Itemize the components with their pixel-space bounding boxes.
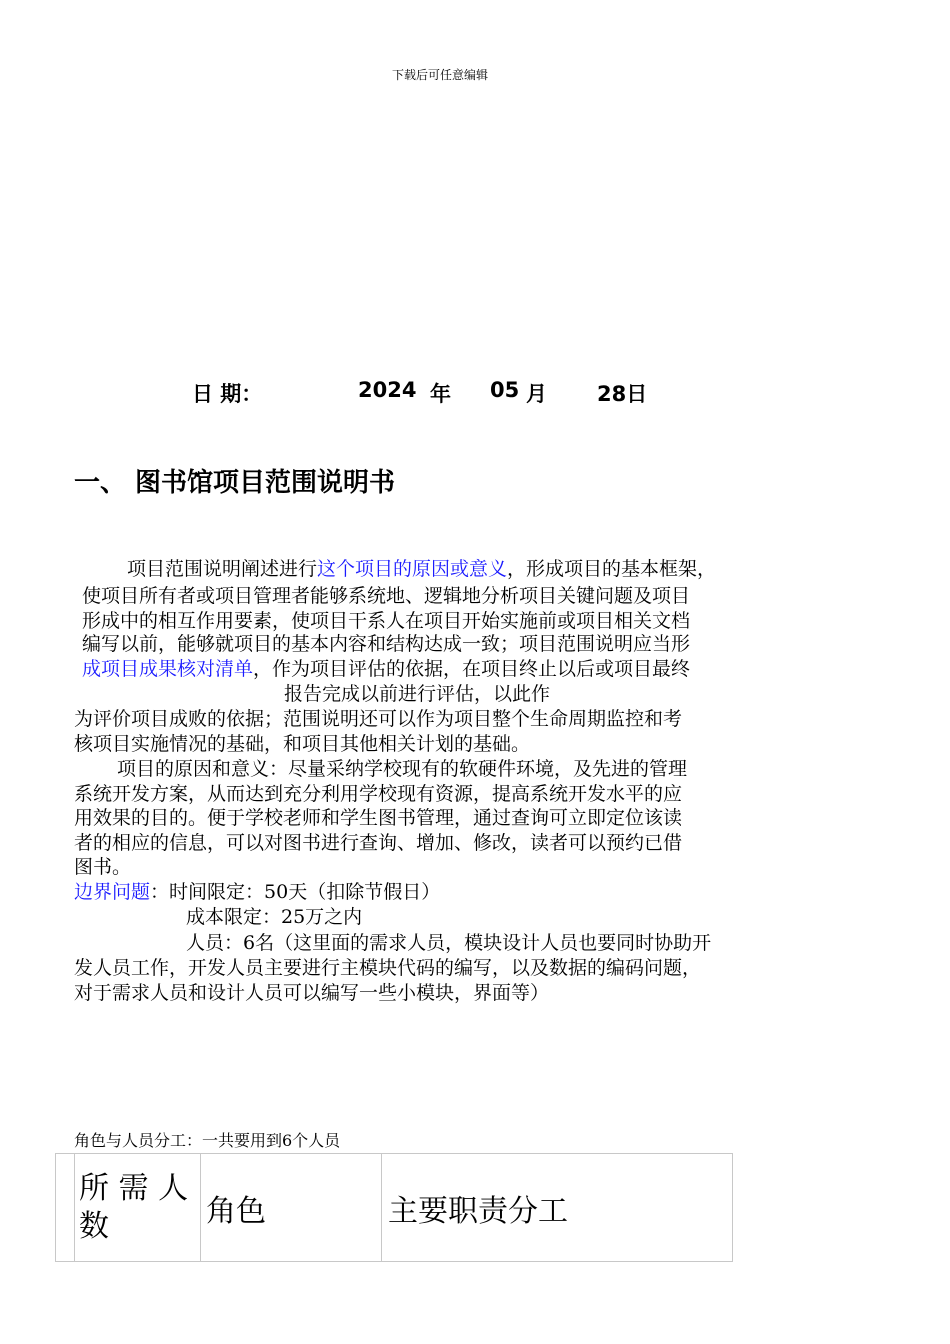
body-line: 使项目所有者或项目管理者能够系统地、逻辑地分析项目关键问题及项目 — [82, 585, 691, 607]
body-line — [82, 657, 690, 681]
body-line: 核项目实施情况的基础，和项目其他相关计划的基础。 — [74, 733, 531, 755]
body-line: 报告完成以前进行评估，以此作 — [284, 683, 551, 705]
body-text: ，形成项目的基本框架， — [507, 558, 717, 580]
body-line: 人员：6名（这里面的需求人员，模块设计人员也要同时协助开 — [186, 932, 712, 954]
date-month-unit: 月 — [526, 382, 547, 406]
date-month: 05 — [490, 378, 520, 402]
body-line: 系统开发方案，从而达到充分利用学校现有资源，提高系统开发水平的应 — [74, 783, 683, 805]
body-line: 图书。 — [74, 856, 132, 878]
date-year-unit: 年 — [430, 382, 451, 406]
body-text: ：时间限定：50天（扣除节假日） — [150, 881, 441, 903]
body-line: 形成中的相互作用要素，使项目干系人在项目开始实施前或项目相关文档 — [82, 610, 691, 632]
section-title: 一、 图书馆项目范围说明书 — [74, 468, 396, 498]
body-line: 项目的原因和意义：尽量采纳学校现有的软硬件环境，及先进的管理 — [117, 758, 688, 780]
body-line: 者的相应的信息，可以对图书进行查询、增加、修改，读者可以预约已借 — [74, 832, 683, 854]
reason-link[interactable]: 这个项目的原因或意义 — [317, 558, 508, 580]
header-role: 角色 — [201, 1154, 382, 1262]
body-text: 项目范围说明阐述进行 — [127, 558, 318, 580]
body-line: 编写以前，能够就项目的基本内容和结构达成一致；项目范围说明应当形 — [82, 633, 691, 655]
body-line: 发人员工作，开发人员主要进行主模块代码的编写，以及数据的编码问题， — [74, 957, 702, 979]
body-line — [127, 557, 716, 581]
header-note: 下载后可任意编辑 — [391, 68, 488, 82]
body-text: ，作为项目评估的依据，在项目终止以后或项目最终 — [253, 658, 691, 680]
boundary-link[interactable]: 边界问题 — [74, 881, 151, 903]
body-line: 成本限定：25万之内 — [186, 906, 363, 928]
date-year: 2024 — [358, 378, 417, 402]
table-header-row — [56, 1154, 733, 1262]
body-line: 对于需求人员和设计人员可以编写一些小模块，界面等） — [74, 982, 550, 1004]
header-headcount: 所 需 人 数 — [75, 1154, 201, 1262]
body-line: 为评价项目成败的依据；范围说明还可以作为项目整个生命周期监控和考 — [74, 708, 683, 730]
header-duties: 主要职责分工 — [382, 1154, 733, 1262]
role-table — [55, 1153, 733, 1262]
date-day: 28日 — [597, 382, 648, 406]
body-line: 用效果的目的。便于学校老师和学生图书管理，通过查询可立即定位该读 — [74, 807, 683, 829]
body-line — [74, 880, 440, 904]
checklist-link[interactable]: 成项目成果核对清单 — [82, 658, 254, 680]
table-caption: 角色与人员分工：一共要用到6个人员 — [74, 1131, 341, 1150]
table-blank-cell — [56, 1154, 75, 1262]
date-label: 日 期： — [192, 382, 263, 406]
